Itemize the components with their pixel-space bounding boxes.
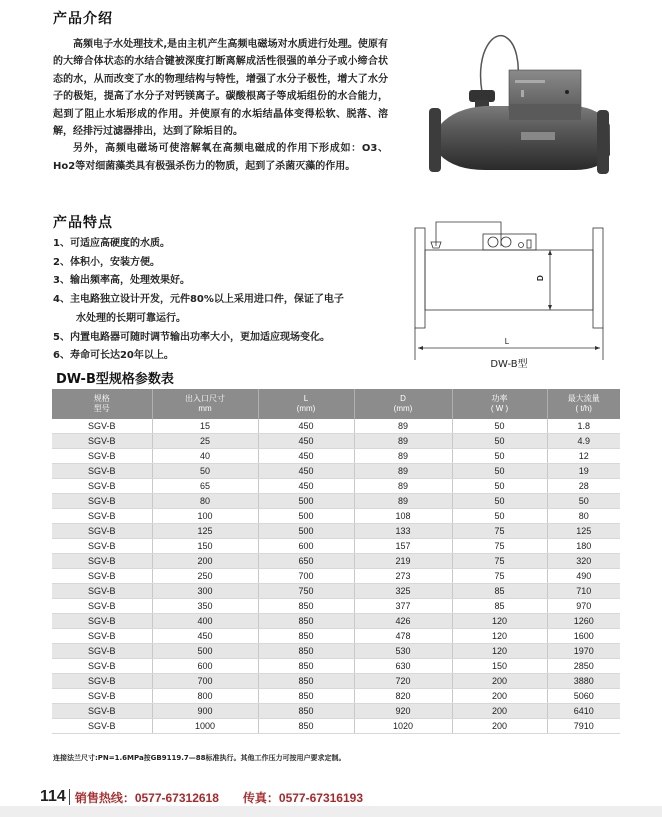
table-cell: 180 <box>547 539 620 554</box>
table-cell: 133 <box>354 524 452 539</box>
table-cell: 850 <box>258 614 354 629</box>
nameplate <box>521 132 555 140</box>
table-cell: SGV-B <box>52 629 152 644</box>
sales-hotline: 销售热线：0577-67312618 <box>74 790 219 805</box>
table-cell: 710 <box>547 584 620 599</box>
table-row <box>52 479 620 494</box>
table-cell: 850 <box>258 599 354 614</box>
table-cell: 50 <box>452 434 547 449</box>
column-header-line: 型号 <box>93 404 110 413</box>
table-cell: 50 <box>452 419 547 434</box>
table-cell: 75 <box>452 539 547 554</box>
table-cell: 108 <box>354 509 452 524</box>
d-label: D <box>536 275 545 281</box>
footer-divider <box>69 789 70 805</box>
table-cell: 75 <box>452 554 547 569</box>
intro-paragraph-1: 高频电子水处理技术,是由主机产生高频电磁场对水质进行处理。使原有的大缔合体状态的水结合键被深度打断离解成活性很强的单分子或小缔合状态的水，从而改变了水的物理结构与特性，增强了水分子极性，增大了水分子的极矩，提高了水分子对钙镁离子。碳酸根离子等成垢组份的水合能力，起到了阻止水垢形成的作用。并使原有的水垢结晶体变得松软、脱落、溶解，经排污过滤器排出，达到了除垢目的。 <box>53 39 388 138</box>
right-flange-outline <box>593 228 603 328</box>
table-cell: SGV-B <box>52 449 152 464</box>
table-cell: 820 <box>354 689 452 704</box>
feature-item: 3、输出频率高，处理效果好。 <box>53 275 190 287</box>
table-cell: 150 <box>152 539 258 554</box>
table-cell: 50 <box>152 464 258 479</box>
table-row <box>52 704 620 719</box>
table-cell: 50 <box>452 479 547 494</box>
table-cell: 75 <box>452 524 547 539</box>
table-cell: 600 <box>152 659 258 674</box>
table-cell: 89 <box>354 479 452 494</box>
table-cell: 15 <box>152 419 258 434</box>
table-cell: 450 <box>258 419 354 434</box>
intro-paragraph-2: 另外，高频电磁场可使溶解氧在高频电磁成的作用下形成如：O3、Ho2等对细菌藻类具有极强杀伤力的物质，起到了杀菌灭藻的作用。 <box>53 143 388 172</box>
table-cell: 200 <box>452 689 547 704</box>
table-cell: 1020 <box>354 719 452 734</box>
fax-number: 传真：0577-67316193 <box>242 790 363 805</box>
table-cell: 50 <box>452 464 547 479</box>
table-cell: 28 <box>547 479 620 494</box>
table-cell: 75 <box>452 569 547 584</box>
table-cell: 7910 <box>547 719 620 734</box>
table-cell: 6410 <box>547 704 620 719</box>
table-cell: 450 <box>258 464 354 479</box>
table-cell: 120 <box>452 644 547 659</box>
table-cell: 450 <box>258 449 354 464</box>
table-cell: 920 <box>354 704 452 719</box>
table-row <box>52 449 620 464</box>
table-cell: 19 <box>547 464 620 479</box>
table-cell: SGV-B <box>52 659 152 674</box>
intro-heading: 产品介绍 <box>53 11 113 27</box>
flange-note: 连接法兰尺寸:PN=1.6MPa按GB9119.7—88标准执行。其他工作压力可按用户要求定制。 <box>53 754 346 762</box>
table-row <box>52 464 620 479</box>
column-header <box>547 389 620 419</box>
column-header-line: (mm) <box>393 404 413 413</box>
table-cell: SGV-B <box>52 674 152 689</box>
table-cell: SGV-B <box>52 524 152 539</box>
bottom-band <box>0 806 662 817</box>
table-cell: 850 <box>258 674 354 689</box>
table-cell: 89 <box>354 419 452 434</box>
table-cell: 500 <box>258 494 354 509</box>
table-cell: 200 <box>452 719 547 734</box>
table-row <box>52 614 620 629</box>
table-cell: 89 <box>354 494 452 509</box>
diagram-caption: DW-B型 <box>490 359 528 370</box>
left-flange <box>429 108 441 172</box>
column-header <box>452 389 547 419</box>
table-cell: 50 <box>452 494 547 509</box>
intro-text <box>53 36 388 175</box>
feature-item: 5、内置电路器可随时调节输出功率大小，更加适应现场变化。 <box>53 331 330 343</box>
table-cell: SGV-B <box>52 434 152 449</box>
table-cell: 530 <box>354 644 452 659</box>
table-cell: 25 <box>152 434 258 449</box>
table-cell: 850 <box>258 689 354 704</box>
table-cell: 850 <box>258 719 354 734</box>
table-cell: 200 <box>452 674 547 689</box>
table-cell: 89 <box>354 449 452 464</box>
feature-item: 1、可适应高硬度的水质。 <box>53 238 170 249</box>
table-cell: SGV-B <box>52 584 152 599</box>
table-cell: SGV-B <box>52 494 152 509</box>
table-cell: 150 <box>452 659 547 674</box>
product-photo <box>425 30 615 180</box>
table-row <box>52 419 620 434</box>
table-cell: SGV-B <box>52 689 152 704</box>
table-cell: 125 <box>152 524 258 539</box>
table-cell: 100 <box>152 509 258 524</box>
table-row <box>52 524 620 539</box>
column-header <box>52 389 152 419</box>
column-header-line: 最大流量 <box>567 394 600 403</box>
table-row <box>52 689 620 704</box>
column-header-line: mm <box>198 404 212 413</box>
table-cell: 478 <box>354 629 452 644</box>
table-cell: 750 <box>258 584 354 599</box>
table-cell: 250 <box>152 569 258 584</box>
table-row <box>52 599 620 614</box>
column-header-line: 出入口尺寸 <box>185 394 225 403</box>
l-label: L <box>504 337 510 346</box>
table-cell: 650 <box>258 554 354 569</box>
table-cell: 200 <box>452 704 547 719</box>
table-cell: 970 <box>547 599 620 614</box>
table-cell: 89 <box>354 434 452 449</box>
table-cell: 219 <box>354 554 452 569</box>
table-cell: 850 <box>258 629 354 644</box>
table-cell: 1600 <box>547 629 620 644</box>
table-cell: 450 <box>152 629 258 644</box>
table-cell: 850 <box>258 659 354 674</box>
table-cell: 320 <box>547 554 620 569</box>
table-cell: SGV-B <box>52 419 152 434</box>
table-cell: 850 <box>258 704 354 719</box>
table-cell: SGV-B <box>52 704 152 719</box>
table-cell: 720 <box>354 674 452 689</box>
table-cell: 120 <box>452 614 547 629</box>
right-flange <box>597 110 609 174</box>
table-header-row <box>52 389 620 419</box>
feature-item-continued: 水处理的长期可靠运行。 <box>76 312 186 324</box>
table-cell: 157 <box>354 539 452 554</box>
table-cell: SGV-B <box>52 464 152 479</box>
column-header-line: D <box>400 394 406 403</box>
features-list <box>53 235 398 366</box>
pipe-outline <box>425 250 593 310</box>
column-header-line: ( W ) <box>490 404 509 413</box>
table-cell: 300 <box>152 584 258 599</box>
table-cell: 500 <box>258 524 354 539</box>
table-cell: 450 <box>258 479 354 494</box>
table-cell: 400 <box>152 614 258 629</box>
table-cell: 85 <box>452 584 547 599</box>
table-cell: 85 <box>452 599 547 614</box>
table-cell: 65 <box>152 479 258 494</box>
table-cell: 1970 <box>547 644 620 659</box>
table-cell: SGV-B <box>52 509 152 524</box>
table-row <box>52 554 620 569</box>
table-cell: 40 <box>152 449 258 464</box>
table-cell: 4.9 <box>547 434 620 449</box>
table-cell: SGV-B <box>52 569 152 584</box>
table-row <box>52 644 620 659</box>
table-cell: 273 <box>354 569 452 584</box>
table-row <box>52 674 620 689</box>
footer <box>40 787 363 807</box>
table-cell: SGV-B <box>52 599 152 614</box>
column-header-line: L <box>303 394 309 403</box>
table-row <box>52 509 620 524</box>
column-header <box>258 389 354 419</box>
features-heading: 产品特点 <box>53 215 113 231</box>
table-cell: 3880 <box>547 674 620 689</box>
table-cell: 325 <box>354 584 452 599</box>
table-cell: SGV-B <box>52 644 152 659</box>
column-header-line: 规格 <box>93 394 110 403</box>
table-cell: 450 <box>258 434 354 449</box>
table-cell: 600 <box>258 539 354 554</box>
table-cell: 125 <box>547 524 620 539</box>
column-header <box>354 389 452 419</box>
table-cell: 5060 <box>547 689 620 704</box>
table-cell: 350 <box>152 599 258 614</box>
table-cell: SGV-B <box>52 614 152 629</box>
table-cell: 89 <box>354 464 452 479</box>
table-row <box>52 569 620 584</box>
table-cell: 850 <box>258 644 354 659</box>
table-cell: SGV-B <box>52 479 152 494</box>
table-row <box>52 629 620 644</box>
table-cell: 50 <box>452 509 547 524</box>
feature-item: 6、寿命可长达20年以上。 <box>53 350 174 362</box>
table-cell: 630 <box>354 659 452 674</box>
table-cell: 50 <box>547 494 620 509</box>
table-cell: 500 <box>152 644 258 659</box>
table-cell: 200 <box>152 554 258 569</box>
spec-table <box>52 389 620 734</box>
dimension-diagram <box>405 210 605 370</box>
table-cell: 500 <box>258 509 354 524</box>
table-row <box>52 539 620 554</box>
table-cell: SGV-B <box>52 539 152 554</box>
table-cell: 800 <box>152 689 258 704</box>
feature-item: 2、体积小，安装方便。 <box>53 256 160 268</box>
table-cell: 377 <box>354 599 452 614</box>
table-cell: 1260 <box>547 614 620 629</box>
page-number: 114 <box>40 788 66 805</box>
table-title: DW-B型规格参数表 <box>56 372 174 387</box>
table-row <box>52 434 620 449</box>
table-row <box>52 719 620 734</box>
table-row <box>52 584 620 599</box>
column-header-line: 功率 <box>491 394 508 403</box>
table-cell: 50 <box>452 449 547 464</box>
table-row <box>52 659 620 674</box>
table-cell: SGV-B <box>52 719 152 734</box>
left-flange-outline <box>415 228 425 328</box>
column-header <box>152 389 258 419</box>
table-cell: 80 <box>152 494 258 509</box>
column-header-line: (mm) <box>296 404 316 413</box>
table-cell: 1000 <box>152 719 258 734</box>
table-cell: SGV-B <box>52 554 152 569</box>
table-cell: 700 <box>258 569 354 584</box>
table-cell: 426 <box>354 614 452 629</box>
table-row <box>52 494 620 509</box>
table-cell: 2850 <box>547 659 620 674</box>
table-cell: 80 <box>547 509 620 524</box>
table-cell: 900 <box>152 704 258 719</box>
table-cell: 120 <box>452 629 547 644</box>
table-cell: 12 <box>547 449 620 464</box>
table-cell: 700 <box>152 674 258 689</box>
table-cell: 1.8 <box>547 419 620 434</box>
feature-item: 4、主电路独立设计开发，元件80%以上采用进口件，保证了电子 <box>53 294 344 306</box>
column-header-line: ( t/h) <box>575 404 592 413</box>
table-cell: 490 <box>547 569 620 584</box>
